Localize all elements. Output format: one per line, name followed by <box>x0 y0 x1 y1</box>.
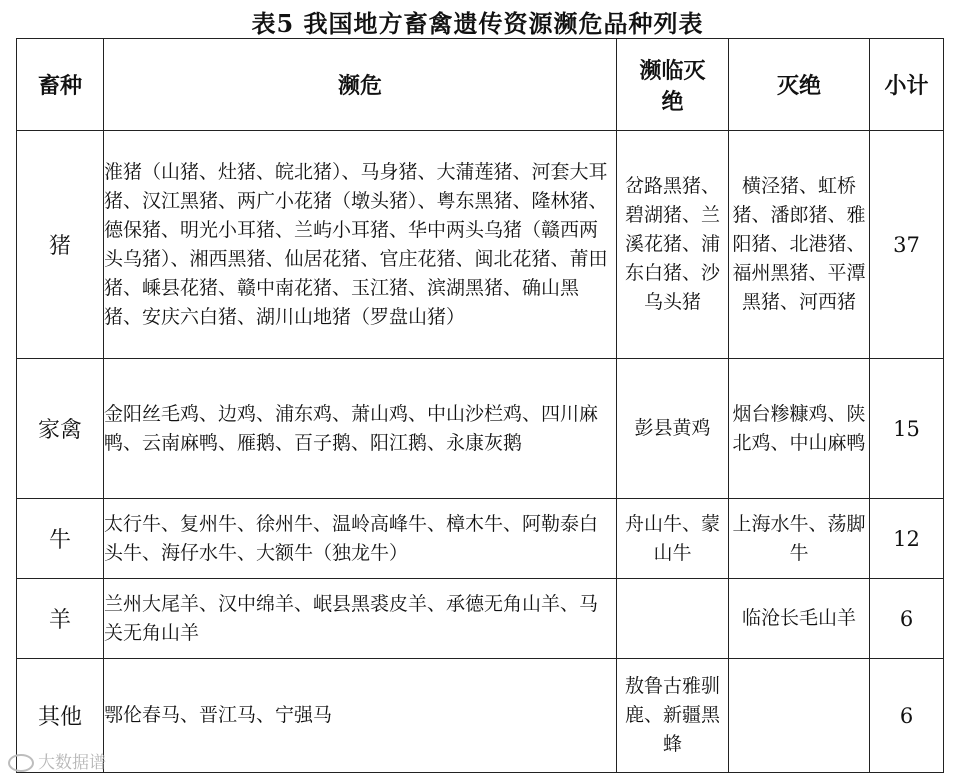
row-extinct: 烟台糁糠鸡、陕北鸡、中山麻鸭 <box>729 359 870 499</box>
row-endangered: 太行牛、复州牛、徐州牛、温岭高峰牛、樟木牛、阿勒泰白头牛、海仔水牛、大额牛（独龙牛） <box>104 499 617 579</box>
row-critical: 敖鲁古雅驯鹿、新疆黑蜂 <box>617 659 729 773</box>
row-category: 牛 <box>17 499 104 579</box>
row-critical: 舟山牛、蒙山牛 <box>617 499 729 579</box>
header-endangered: 濒危 <box>104 39 617 131</box>
row-category: 其他 <box>17 659 104 773</box>
chat-bubble-icon <box>8 754 34 772</box>
row-subtotal: 6 <box>870 659 944 773</box>
row-extinct: 临沧长毛山羊 <box>729 579 870 659</box>
row-extinct <box>729 659 870 773</box>
row-category: 家禽 <box>17 359 104 499</box>
row-endangered: 金阳丝毛鸡、边鸡、浦东鸡、萧山鸡、中山沙栏鸡、四川麻鸭、云南麻鸭、雁鹅、百子鹅、阳江鹅、永康灰鹅 <box>104 359 617 499</box>
row-extinct: 横泾猪、虹桥猪、潘郎猪、雅阳猪、北港猪、福州黑猪、平潭黑猪、河西猪 <box>729 131 870 359</box>
watermark <box>8 748 106 773</box>
row-critical <box>617 579 729 659</box>
row-critical: 岔路黑猪、碧湖猪、兰溪花猪、浦东白猪、沙乌头猪 <box>617 131 729 359</box>
header-row <box>17 39 944 131</box>
row-category: 猪 <box>17 131 104 359</box>
row-extinct: 上海水牛、荡脚牛 <box>729 499 870 579</box>
row-endangered: 淮猪（山猪、灶猪、皖北猪）、马身猪、大蒲莲猪、河套大耳猪、汉江黑猪、两广小花猪（墩头猪）、粤东黑猪、隆林猪、德保猪、明光小耳猪、兰屿小耳猪、华中两头乌猪（赣西两头乌猪）、湘西黑猪、仙居花猪、官庄花猪、闽北花猪、莆田猪、嵊县花猪、赣中南花猪、玉江猪、滨湖黑猪、确山黑猪、安庆六白猪、湖川山地猪（罗盘山猪） <box>104 131 617 359</box>
table-row <box>17 579 944 659</box>
table-row <box>17 659 944 773</box>
row-subtotal: 37 <box>870 131 944 359</box>
row-endangered: 鄂伦春马、晋江马、宁强马 <box>104 659 617 773</box>
watermark-text: 大数据谱 <box>38 753 106 773</box>
row-subtotal: 6 <box>870 579 944 659</box>
table-row <box>17 359 944 499</box>
endangered-breeds-table <box>16 38 944 773</box>
table-title: 表5 我国地方畜禽遗传资源濒危品种列表 <box>251 9 704 38</box>
header-category: 畜种 <box>17 39 104 131</box>
row-subtotal: 12 <box>870 499 944 579</box>
table-row <box>17 499 944 579</box>
table-row <box>17 131 944 359</box>
row-subtotal: 15 <box>870 359 944 499</box>
header-critical: 濒临灭绝 <box>617 39 729 131</box>
row-endangered: 兰州大尾羊、汉中绵羊、岷县黑裘皮羊、承德无角山羊、马关无角山羊 <box>104 579 617 659</box>
row-category: 羊 <box>17 579 104 659</box>
header-subtotal: 小计 <box>870 39 944 131</box>
row-critical: 彭县黄鸡 <box>617 359 729 499</box>
header-extinct: 灭绝 <box>729 39 870 131</box>
